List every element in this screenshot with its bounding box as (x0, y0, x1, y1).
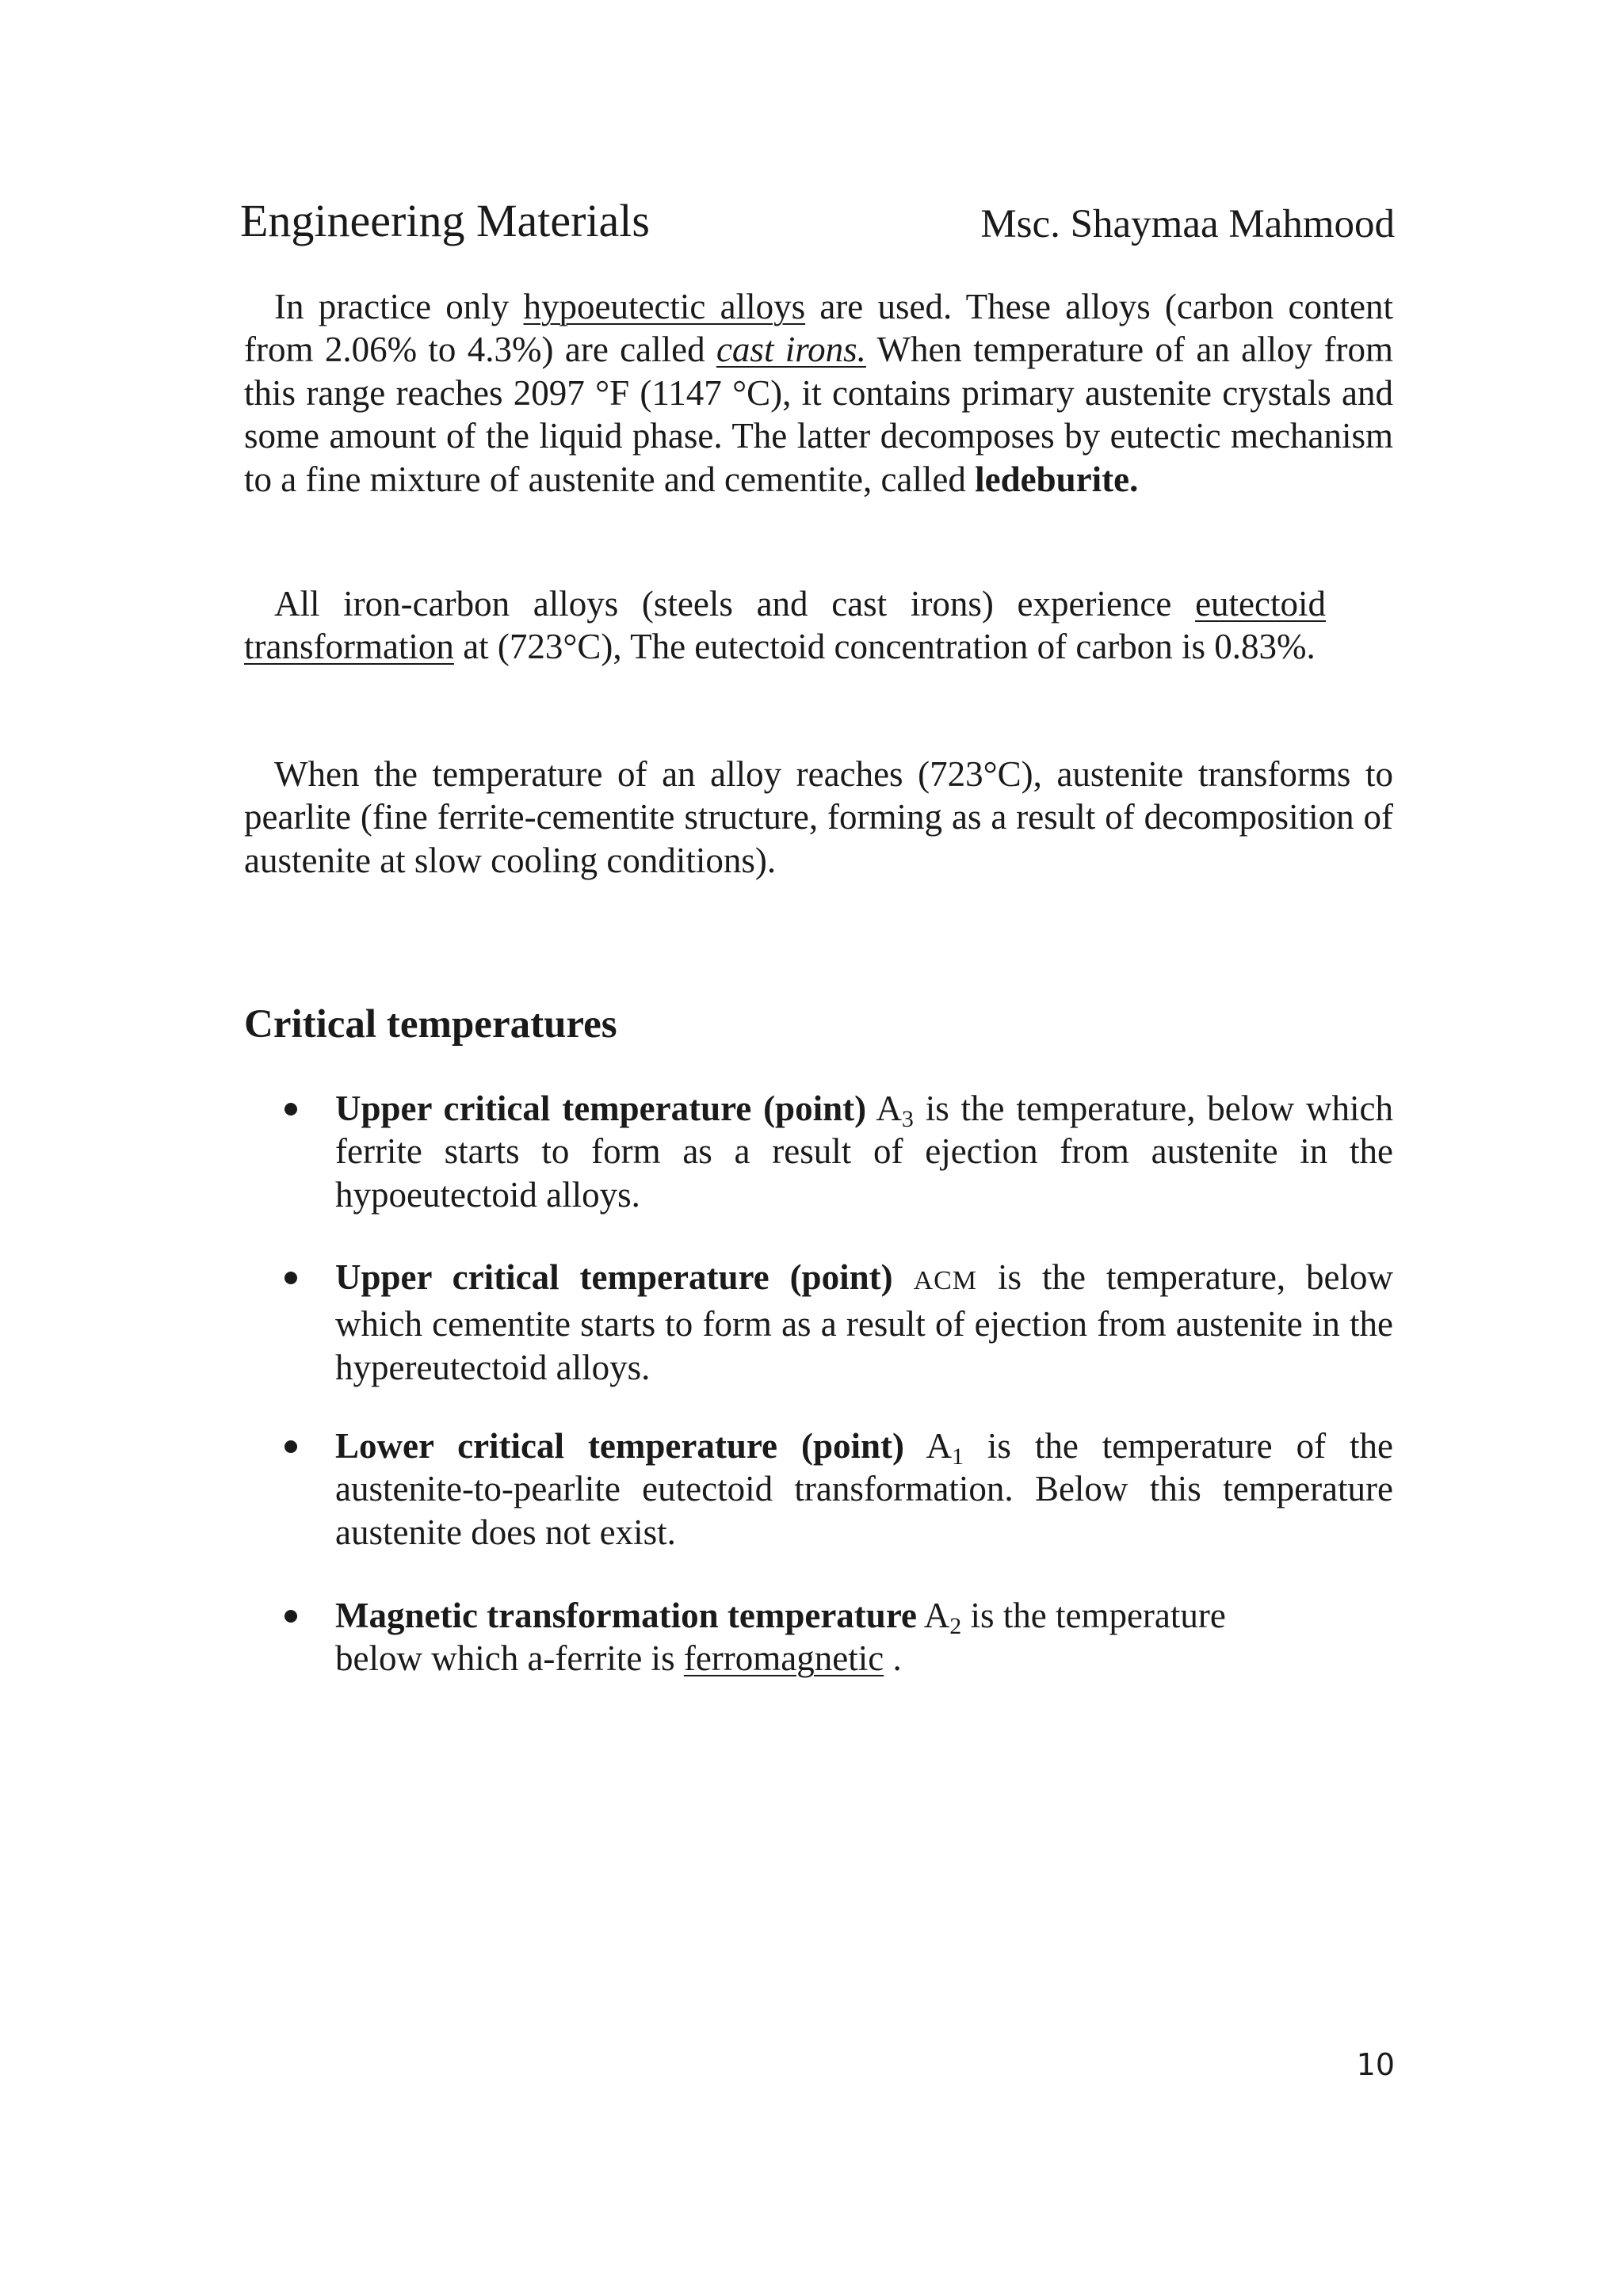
paragraph-eutectoid (244, 582, 1326, 669)
bullet-text: is the temperature below which a-ferrite is (335, 1596, 1226, 1679)
p1-text-3: When temperature of an alloy from this range reaches 2097 °F (1147 °C), it contains primary austenite crystals and some amount of the liquid phase. The latter decomposes by eutectic mechanism to a fine mixture of austenite and cementite, called (244, 330, 1393, 499)
p2-text-1: All iron-carbon alloys (steels and cast irons) experience (274, 584, 1196, 624)
p1-text-1: In practice only (274, 287, 524, 326)
bullet-subscript: 2 (949, 1613, 962, 1639)
section-heading: Critical temperatures (244, 1002, 617, 1047)
paragraph-cast-irons (244, 285, 1393, 501)
p1-text-2: are used. These alloys (carbon content from 2.06% to 4.3%) are called (244, 287, 1394, 370)
bullet-icon (285, 1103, 297, 1116)
bullet-text: is the temperature, below which ferrite starts to form as a result of ejection from austenite in the hypoeutectoid alloys. (335, 1089, 1393, 1215)
bullet-symbol: ACM (913, 1266, 978, 1295)
bullet-term: Lower critical temperature (point) (335, 1426, 904, 1466)
bullet-term: Upper critical temperature (point) (335, 1257, 893, 1297)
bullet-text: is the temperature, below which cementite starts to form as a result of ejection from austenite in the hypereutectoid alloys. (335, 1257, 1394, 1387)
list-item (281, 1087, 1393, 1216)
ledeburite-term: ledeburite. (975, 459, 1139, 499)
hypoeutectic-alloys-link[interactable]: hypoeutectic alloys (523, 287, 806, 326)
cast-irons-link[interactable]: cast irons. (716, 330, 866, 370)
eutectoid-transformation-link[interactable]: eutectoid transformation (244, 584, 1326, 667)
bullet-term: Upper critical temperature (point) (335, 1089, 867, 1128)
bullet-symbol: A (926, 1426, 952, 1466)
bullet-subscript: 3 (901, 1106, 914, 1132)
list-item (281, 1256, 1393, 1389)
bullet-icon (285, 1610, 297, 1623)
paragraph-pearlite (244, 753, 1393, 882)
list-item (281, 1594, 1393, 1680)
bullet-subscript: 1 (951, 1444, 964, 1470)
bullet-symbol: A (876, 1089, 902, 1128)
bullet-tail: . (884, 1638, 902, 1679)
bullet-icon (285, 1272, 297, 1284)
header-author: Msc. Shaymaa Mahmood (980, 202, 1395, 246)
p3-text: When the temperature of an alloy reaches (723°C), austenite transforms to pearlite (fine ferrite-cementite structure, forming as a result of decomposition of austenite at slow cooling conditions). (244, 754, 1393, 880)
bullet-symbol: A (923, 1596, 950, 1635)
page-number: 10 (1356, 2047, 1395, 2082)
bullet-text: is the temperature of the austenite-to-pearlite eutectoid transformation. Below this temperature austenite does not exist. (335, 1426, 1393, 1552)
header-course-title: Engineering Materials (240, 195, 650, 246)
bullet-icon (285, 1440, 297, 1453)
p2-text-2: at (723°C), The eutectoid concentration of carbon is 0.83%. (453, 627, 1316, 667)
bullet-term: Magnetic transformation temperature (335, 1596, 917, 1635)
ferromagnetic-link[interactable]: ferromagnetic (683, 1638, 884, 1679)
list-item (281, 1425, 1393, 1554)
